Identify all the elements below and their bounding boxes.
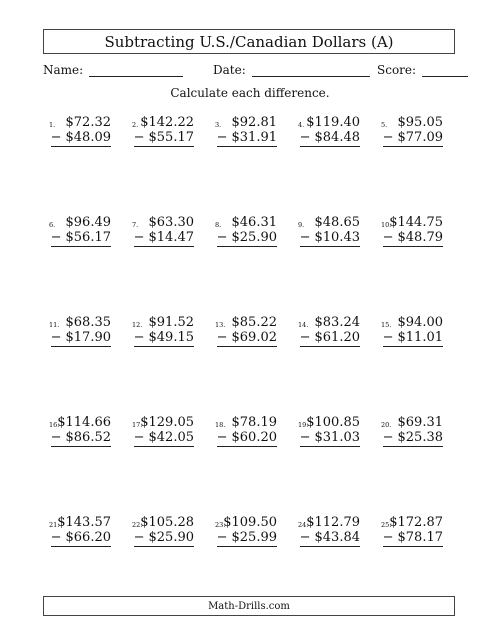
minuend: $48.65 (314, 215, 360, 230)
problem-item (209, 315, 293, 375)
problem-item (292, 215, 376, 275)
subtrahend-row (51, 430, 111, 447)
subtrahend-row (134, 230, 194, 247)
name-blank-line[interactable] (89, 64, 183, 77)
subtrahend-row (383, 330, 443, 347)
minus-sign: − (299, 330, 311, 345)
problem-number: 10. (381, 221, 392, 229)
subtrahend-row (134, 130, 194, 147)
subtrahend: $49.15 (148, 330, 194, 345)
minuend: $143.57 (57, 515, 111, 530)
minuend: $68.35 (65, 315, 111, 330)
minus-sign: − (133, 430, 145, 445)
minuend: $144.75 (389, 215, 443, 230)
minus-sign: − (216, 230, 228, 245)
subtrahend: $43.84 (314, 530, 360, 545)
problem-item (126, 315, 210, 375)
subtrahend-row (134, 330, 194, 347)
subtrahend: $10.43 (314, 230, 360, 245)
problem-number: 5. (381, 121, 388, 129)
minus-sign: − (382, 530, 394, 545)
subtrahend: $66.20 (65, 530, 111, 545)
problem-number: 16. (49, 421, 60, 429)
problem-item (126, 115, 210, 175)
problem-item (375, 315, 459, 375)
subtrahend-row (217, 530, 277, 547)
problem-item (126, 515, 210, 575)
minuend: $69.31 (397, 415, 443, 430)
minuend: $85.22 (231, 315, 277, 330)
subtrahend: $78.17 (397, 530, 443, 545)
minuend: $100.85 (306, 415, 360, 430)
minuend: $112.79 (306, 515, 360, 530)
name-label: Name: (43, 63, 84, 77)
problem-number: 12. (132, 321, 143, 329)
minus-sign: − (50, 330, 62, 345)
problem-number: 18. (215, 421, 226, 429)
subtrahend: $48.09 (65, 130, 111, 145)
minus-sign: − (216, 530, 228, 545)
minus-sign: − (382, 330, 394, 345)
problem-item (292, 415, 376, 475)
problem-item (126, 415, 210, 475)
student-info-row (43, 63, 457, 81)
problem-item (209, 415, 293, 475)
problem-number: 15. (381, 321, 392, 329)
problem-number: 23. (215, 521, 226, 529)
minuend: $46.31 (231, 215, 277, 230)
minus-sign: − (382, 230, 394, 245)
problem-number: 20. (381, 421, 392, 429)
subtrahend: $25.99 (231, 530, 277, 545)
subtrahend: $17.90 (65, 330, 111, 345)
problem-number: 22. (132, 521, 143, 529)
problem-number: 19. (298, 421, 309, 429)
subtrahend-row (51, 230, 111, 247)
score-field (377, 63, 468, 77)
problem-item (292, 515, 376, 575)
subtrahend: $61.20 (314, 330, 360, 345)
minus-sign: − (133, 130, 145, 145)
problem-number: 11. (49, 321, 60, 329)
problem-item (209, 515, 293, 575)
problem-number: 17. (132, 421, 143, 429)
problem-number: 14. (298, 321, 309, 329)
minuend: $96.49 (65, 215, 111, 230)
minus-sign: − (133, 230, 145, 245)
problem-item (375, 215, 459, 275)
minuend: $172.87 (389, 515, 443, 530)
minuend: $114.66 (57, 415, 111, 430)
problem-item (375, 115, 459, 175)
subtrahend-row (217, 330, 277, 347)
minus-sign: − (216, 330, 228, 345)
date-blank-line[interactable] (252, 64, 370, 77)
instructions-text: Calculate each difference. (170, 86, 330, 100)
minus-sign: − (299, 530, 311, 545)
subtrahend-row (217, 230, 277, 247)
minus-sign: − (133, 530, 145, 545)
footer-text: Math-Drills.com (208, 600, 290, 612)
subtrahend-row (217, 430, 277, 447)
minuend: $119.40 (306, 115, 360, 130)
subtrahend: $25.90 (231, 230, 277, 245)
subtrahend: $86.52 (65, 430, 111, 445)
problem-number: 24. (298, 521, 309, 529)
subtrahend: $14.47 (148, 230, 194, 245)
date-field (213, 63, 370, 77)
subtrahend: $56.17 (65, 230, 111, 245)
subtrahend-row (300, 530, 360, 547)
problem-grid (43, 115, 463, 575)
problem-item (126, 215, 210, 275)
minus-sign: − (299, 230, 311, 245)
problem-number: 9. (298, 221, 305, 229)
problem-number: 8. (215, 221, 222, 229)
minuend: $92.81 (231, 115, 277, 130)
worksheet-title-box (43, 29, 455, 54)
minuend: $94.00 (397, 315, 443, 330)
minus-sign: − (216, 430, 228, 445)
minus-sign: − (382, 430, 394, 445)
problem-item (375, 515, 459, 575)
minus-sign: − (299, 430, 311, 445)
problem-item (209, 115, 293, 175)
problem-number: 21. (49, 521, 60, 529)
subtrahend: $11.01 (397, 330, 443, 345)
subtrahend-row (51, 130, 111, 147)
subtrahend-row (300, 330, 360, 347)
problem-item (375, 415, 459, 475)
problem-number: 1. (49, 121, 56, 129)
subtrahend-row (217, 130, 277, 147)
minus-sign: − (50, 230, 62, 245)
subtrahend-row (300, 130, 360, 147)
minus-sign: − (50, 430, 62, 445)
minuend: $129.05 (140, 415, 194, 430)
subtrahend-row (383, 230, 443, 247)
problem-number: 3. (215, 121, 222, 129)
problem-number: 13. (215, 321, 226, 329)
problem-number: 6. (49, 221, 56, 229)
subtrahend: $60.20 (231, 430, 277, 445)
problem-number: 4. (298, 121, 305, 129)
subtrahend-row (383, 530, 443, 547)
minus-sign: − (50, 530, 62, 545)
problem-item (43, 215, 127, 275)
problem-item (43, 415, 127, 475)
subtrahend-row (134, 430, 194, 447)
score-label: Score: (377, 63, 417, 77)
problem-item (209, 215, 293, 275)
minuend: $78.19 (231, 415, 277, 430)
date-label: Date: (213, 63, 246, 77)
minuend: $142.22 (140, 115, 194, 130)
minus-sign: − (216, 130, 228, 145)
problem-item (43, 115, 127, 175)
subtrahend-row (51, 530, 111, 547)
problem-item (292, 315, 376, 375)
problem-item (43, 315, 127, 375)
subtrahend: $84.48 (314, 130, 360, 145)
subtrahend: $31.91 (231, 130, 277, 145)
footer-box (43, 596, 455, 616)
subtrahend: $55.17 (148, 130, 194, 145)
score-blank-line[interactable] (422, 64, 468, 77)
problem-item (292, 115, 376, 175)
minus-sign: − (133, 330, 145, 345)
minuend: $72.32 (65, 115, 111, 130)
subtrahend: $69.02 (231, 330, 277, 345)
subtrahend-row (383, 430, 443, 447)
subtrahend-row (51, 330, 111, 347)
minuend: $105.28 (140, 515, 194, 530)
minuend: $109.50 (223, 515, 277, 530)
subtrahend-row (300, 430, 360, 447)
subtrahend: $31.03 (314, 430, 360, 445)
subtrahend-row (300, 230, 360, 247)
problem-number: 25. (381, 521, 392, 529)
minuend: $63.30 (148, 215, 194, 230)
subtrahend: $42.05 (148, 430, 194, 445)
subtrahend: $25.90 (148, 530, 194, 545)
subtrahend-row (383, 130, 443, 147)
subtrahend: $48.79 (397, 230, 443, 245)
minus-sign: − (50, 130, 62, 145)
problem-item (43, 515, 127, 575)
worksheet-title: Subtracting U.S./Canadian Dollars (A) (104, 32, 394, 51)
subtrahend-row (134, 530, 194, 547)
subtrahend: $77.09 (397, 130, 443, 145)
minuend: $91.52 (148, 315, 194, 330)
minus-sign: − (382, 130, 394, 145)
minuend: $83.24 (314, 315, 360, 330)
name-field (43, 63, 183, 77)
problem-number: 2. (132, 121, 139, 129)
minuend: $95.05 (397, 115, 443, 130)
subtrahend: $25.38 (397, 430, 443, 445)
problem-number: 7. (132, 221, 139, 229)
minus-sign: − (299, 130, 311, 145)
